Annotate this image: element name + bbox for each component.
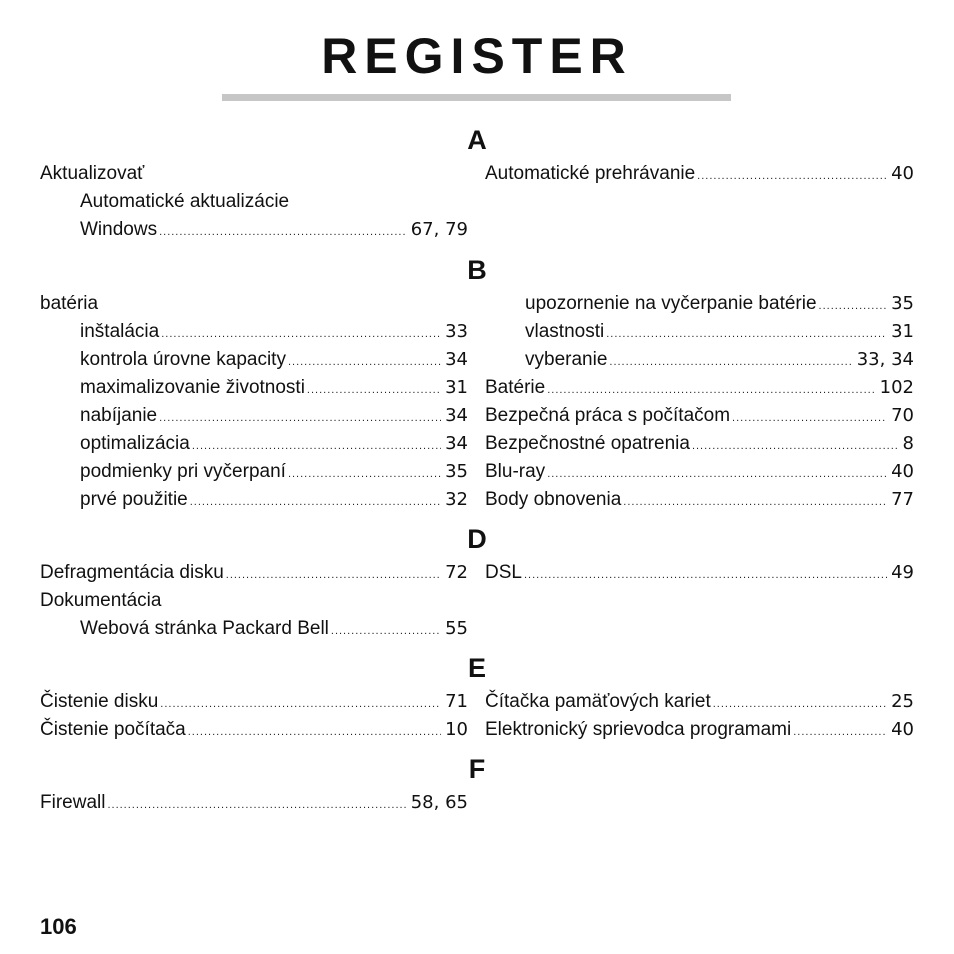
index-page-reference: 31 xyxy=(445,377,468,398)
dot-leader xyxy=(732,404,887,432)
section-letter-d: D xyxy=(467,524,487,554)
index-page-reference: 34 xyxy=(445,349,468,370)
dot-leader xyxy=(547,376,875,404)
index-page-reference: 72 xyxy=(445,562,468,583)
index-page-reference: 32 xyxy=(445,489,468,510)
section-letter-e: E xyxy=(467,653,486,683)
index-term: Blu-ray xyxy=(485,461,546,482)
index-entry xyxy=(40,216,468,244)
section-b-right-column xyxy=(485,290,914,514)
index-entry xyxy=(40,318,468,346)
index-entry xyxy=(40,688,468,716)
page-number: 106 xyxy=(40,914,77,939)
section-d-right-column xyxy=(485,559,914,587)
index-page-reference: 31 xyxy=(891,321,914,342)
index-term: maximalizovanie životnosti xyxy=(80,377,305,398)
section-e-left-column xyxy=(40,688,468,744)
index-term: nabíjanie xyxy=(80,405,158,426)
index-page-reference: 67, 79 xyxy=(410,219,468,240)
index-page-reference: 40 xyxy=(891,163,914,184)
index-term: DSL xyxy=(485,562,522,583)
section-f-left-column xyxy=(40,789,468,817)
dot-leader xyxy=(819,292,888,320)
index-term: Automatické prehrávanie xyxy=(485,163,696,184)
dot-leader xyxy=(159,218,407,246)
index-term: batéria xyxy=(40,293,99,314)
section-e-right-column xyxy=(485,688,914,744)
dot-leader xyxy=(160,690,441,718)
title-underline xyxy=(222,94,731,101)
section-a-left-column xyxy=(40,160,468,244)
dot-leader xyxy=(331,617,441,645)
index-entry xyxy=(40,716,468,744)
index-term: Defragmentácia disku xyxy=(40,562,224,583)
index-term: Čistenie disku xyxy=(40,691,159,712)
dot-leader xyxy=(107,791,406,819)
index-entry xyxy=(40,402,468,430)
index-term: Webová stránka Packard Bell xyxy=(80,618,329,639)
index-page-reference: 40 xyxy=(891,719,914,740)
index-page-reference: 77 xyxy=(891,489,914,510)
index-term: Bezpečná práca s počítačom xyxy=(485,405,731,426)
index-entry xyxy=(485,458,914,486)
index-entry xyxy=(40,430,468,458)
dot-leader xyxy=(288,348,441,376)
index-entry xyxy=(485,290,914,318)
index-term: Dokumentácia xyxy=(40,590,162,611)
index-page-reference: 33 xyxy=(445,321,468,342)
section-d-left-column xyxy=(40,559,468,643)
index-term: Automatické aktualizácie xyxy=(80,191,290,212)
index-entry xyxy=(40,587,468,615)
dot-leader xyxy=(606,320,887,348)
index-term: kontrola úrovne kapacity xyxy=(80,349,286,370)
index-entry xyxy=(40,559,468,587)
index-page-reference: 34 xyxy=(445,433,468,454)
index-entry xyxy=(40,160,468,188)
dot-leader xyxy=(609,348,852,376)
index-term: Bezpečnostné opatrenia xyxy=(485,433,690,454)
index-term: inštalácia xyxy=(80,321,160,342)
index-entry xyxy=(485,688,914,716)
index-term: Windows xyxy=(80,219,158,240)
dot-leader xyxy=(190,488,441,516)
index-page-reference: 102 xyxy=(879,377,914,398)
index-entry xyxy=(485,430,914,458)
index-entry xyxy=(485,486,914,514)
index-entry xyxy=(40,188,468,216)
index-page-reference: 49 xyxy=(891,562,914,583)
index-entry xyxy=(485,402,914,430)
section-a-right-column xyxy=(485,160,914,188)
section-letter-b: B xyxy=(467,255,487,285)
dot-leader xyxy=(159,404,441,432)
dot-leader xyxy=(307,376,441,404)
index-term: upozornenie na vyčerpanie batérie xyxy=(525,293,817,314)
index-page-reference: 33, 34 xyxy=(856,349,914,370)
index-entry xyxy=(40,458,468,486)
index-term: Batérie xyxy=(485,377,546,398)
index-term: Body obnovenia xyxy=(485,489,622,510)
section-letter-f: F xyxy=(468,754,486,784)
dot-leader xyxy=(288,460,441,488)
dot-leader xyxy=(623,488,887,516)
index-page-reference: 25 xyxy=(891,691,914,712)
dot-leader xyxy=(793,718,887,746)
index-page-reference: 8 xyxy=(902,433,914,454)
index-entry xyxy=(485,346,914,374)
index-entry xyxy=(40,486,468,514)
index-entry xyxy=(485,559,914,587)
index-entry xyxy=(485,374,914,402)
index-term: vyberanie xyxy=(525,349,608,370)
dot-leader xyxy=(692,432,899,460)
index-term: podmienky pri vyčerpaní xyxy=(80,461,286,482)
index-page-reference: 35 xyxy=(891,293,914,314)
index-term: Aktualizovať xyxy=(40,163,145,184)
index-term: Firewall xyxy=(40,792,106,813)
dot-leader xyxy=(188,718,441,746)
section-b-left-column xyxy=(40,290,468,514)
dot-leader xyxy=(697,162,887,190)
section-letter-a: A xyxy=(467,125,487,155)
index-page-reference: 40 xyxy=(891,461,914,482)
index-entry xyxy=(485,160,914,188)
index-term: Čítačka pamäťových kariet xyxy=(485,691,711,712)
page-title: REGISTER xyxy=(321,28,633,84)
index-page-reference: 55 xyxy=(445,618,468,639)
dot-leader xyxy=(524,561,887,589)
index-page-reference: 70 xyxy=(891,405,914,426)
index-term: optimalizácia xyxy=(80,433,190,454)
dot-leader xyxy=(161,320,441,348)
index-term: Elektronický sprievodca programami xyxy=(485,719,792,740)
dot-leader xyxy=(226,561,441,589)
index-entry xyxy=(40,615,468,643)
index-term: vlastnosti xyxy=(525,321,605,342)
dot-leader xyxy=(192,432,441,460)
index-entry xyxy=(40,789,468,817)
index-page-reference: 34 xyxy=(445,405,468,426)
index-page-reference: 10 xyxy=(445,719,468,740)
index-term: prvé použitie xyxy=(80,489,188,510)
index-page-reference: 71 xyxy=(445,691,468,712)
index-entry xyxy=(40,346,468,374)
dot-leader xyxy=(547,460,887,488)
index-page-reference: 58, 65 xyxy=(410,792,468,813)
index-term: Čistenie počítača xyxy=(40,719,186,740)
index-entry xyxy=(485,318,914,346)
dot-leader xyxy=(713,690,887,718)
index-page-reference: 35 xyxy=(445,461,468,482)
index-entry xyxy=(485,716,914,744)
index-entry xyxy=(40,290,468,318)
index-entry xyxy=(40,374,468,402)
